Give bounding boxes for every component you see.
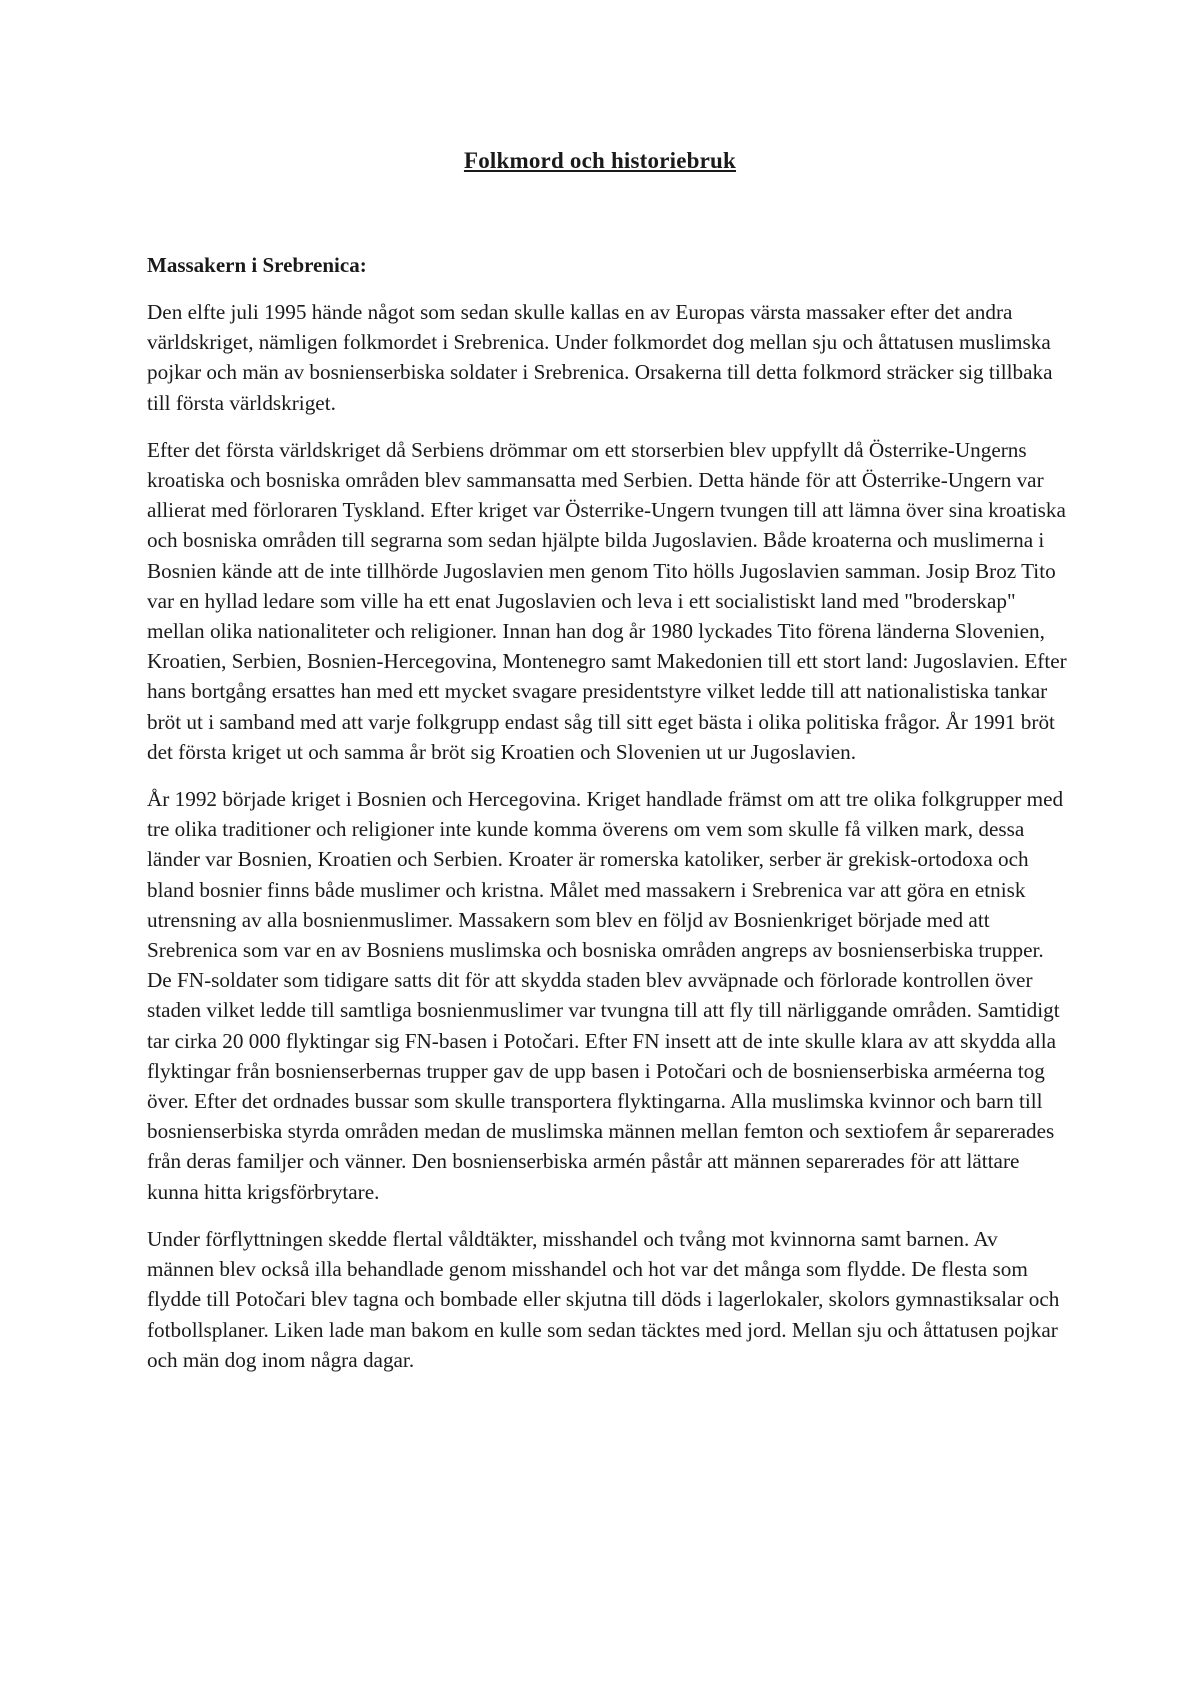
document-title: Folkmord och historiebruk	[463, 148, 737, 173]
paragraph-war: År 1992 började kriget i Bosnien och Hercegovina. Kriget handlade främst om att tre olika folkgrupper med tre olika traditioner och religioner inte kunde komma överens om vem som skulle få vilken mark, dessa länder var Bosnien, Kroatien och Serbien. Kroater är romerska katoliker, serber är grekisk-ortodoxa och bland bosnier finns både muslimer och kristna. Målet med massakern i Srebrenica var att göra en etnisk utrensning av alla bosnienmuslimer. Massakern som blev en följd av Bosnienkriget började med att Srebrenica som var en av Bosniens muslimska och bosniska områden angreps av bosnienserbiska trupper. De FN-soldater som tidigare satts dit för att skydda staden blev avväpnade och förlorade kontrollen över staden vilket ledde till samtliga bosnienmuslimer var tvungna till att fly till närliggande områden. Samtidigt tar cirka 20 000 flyktingar sig FN-basen i Potočari. Efter FN insett att de inte skulle klara av att skydda alla flyktingar från bosnienserbernas trupper gav de upp basen i Potočari och de bosnienserbiska arméerna tog över. Efter det ordnades bussar som skulle transportera flyktingarna. Alla muslimska kvinnor och barn till bosnienserbiska styrda områden medan de muslimska männen mellan femton och sextiofem år separerades från deras familjer och vänner. Den bosnienserbiska armén påstår att männen separerades för att lättare kunna hitta krigsförbrytare.	[147, 787, 1064, 1204]
section-heading: Massakern i Srebrenica:	[147, 253, 367, 277]
paragraph-intro: Den elfte juli 1995 hände något som sedan skulle kallas en av Europas värsta massaker efter det andra världskriget, nämligen folkmordet i Srebrenica. Under folkmordet dog mellan sju och åttatusen muslimska pojkar och män av bosnienserbiska soldater i Srebrenica. Orsakerna till detta folkmord sträcker sig tillbaka till första världskriget.	[147, 300, 1053, 415]
paragraph-aftermath: Under förflyttningen skedde flertal våldtäkter, misshandel och tvång mot kvinnorna samt barnen. Av männen blev också illa behandlade genom misshandel och hot var det många som flydde. De flesta som flydde till Potočari blev tagna och bombade eller skjutna till döds i lagerlokaler, skolors gymnastiksalar och fotbollsplaner. Liken lade man bakom en kulle som sedan täcktes med jord. Mellan sju och åttatusen pojkar och män dog inom några dagar.	[147, 1226, 1060, 1372]
document-body	[147, 250, 1067, 1392]
paragraph-background: Efter det första världskriget då Serbiens drömmar om ett storserbien blev uppfyllt då Österrike-Ungerns kroatiska och bosniska områden blev sammansatta med Serbien. Detta hände för att Österrike-Ungern var allierat med förloraren Tyskland. Efter kriget var Österrike-Ungern tvungen till att lämna över sina kroatiska och bosniska områden till segrarna som sedan hjälpte bilda Jugoslavien. Både kroaterna och muslimerna i Bosnien kände att de inte tillhörde Jugoslavien men genom Tito hölls Jugoslavien samman. Josip Broz Tito var en hyllad ledare som ville ha ett enat Jugoslavien och leva i ett socialistiskt land med "broderskap" mellan olika nationaliteter och religioner. Innan han dog år 1980 lyckades Tito förena länderna Slovenien, Kroatien, Serbien, Bosnien-Hercegovina, Montenegro samt Makedonien till ett stort land: Jugoslavien. Efter hans bortgång ersattes han med ett mycket svagare presidentstyre vilket ledde till att nationalistiska tankar bröt ut i samband med att varje folkgrupp endast såg till sitt eget bästa i olika politiska frågor. År 1991 bröt det första kriget ut och samma år bröt sig Kroatien och Slovenien ut ur Jugoslavien.	[147, 437, 1067, 764]
